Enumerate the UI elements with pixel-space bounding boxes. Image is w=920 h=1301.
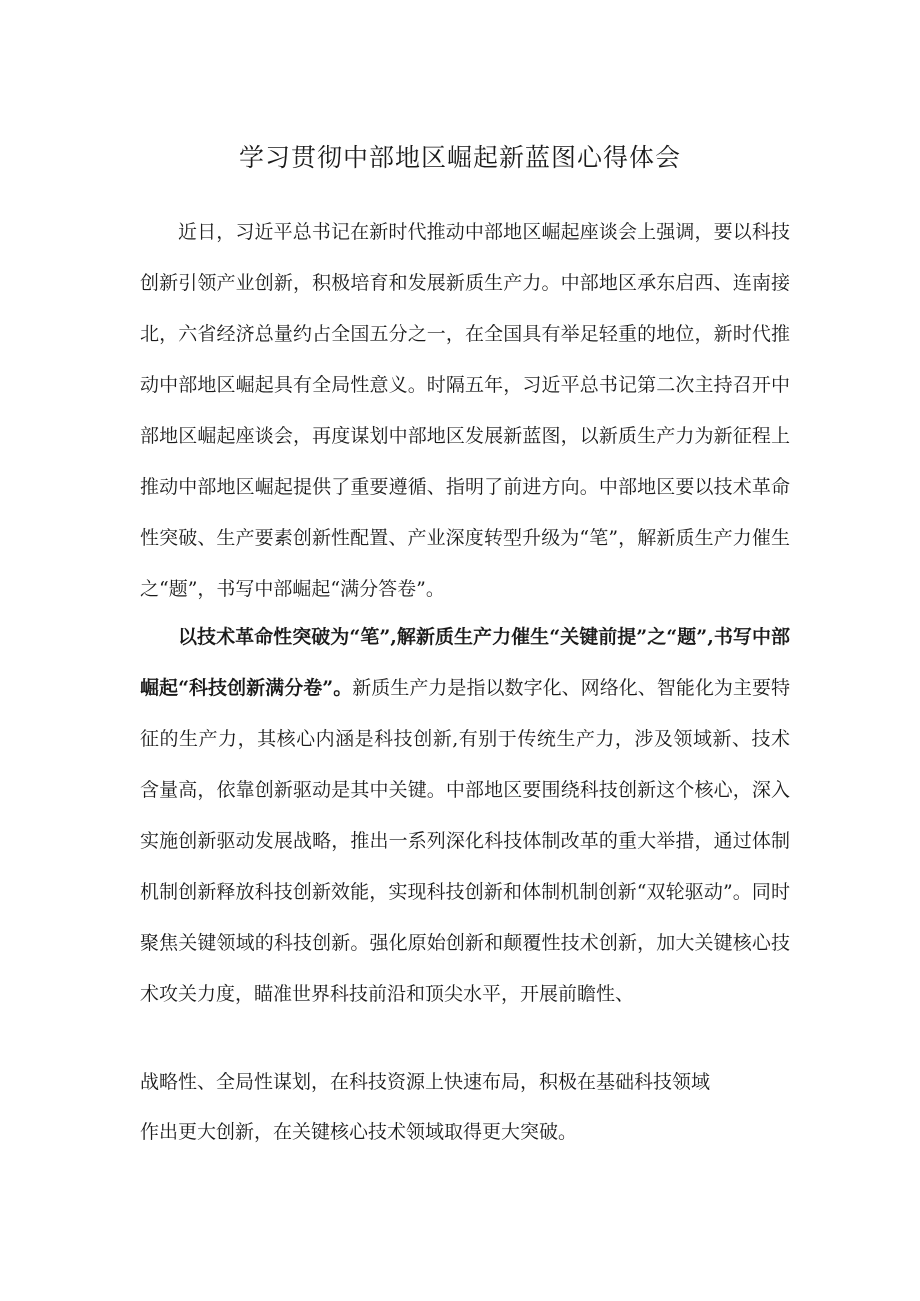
document-title: 学习贯彻中部地区崛起新蓝图心得体会 bbox=[238, 143, 681, 172]
paragraph-tech-innovation bbox=[140, 612, 790, 1020]
tail-line-1: 战略性、全局性谋划，在科技资源上快速布局，积极在基础科技领域 bbox=[140, 1071, 711, 1093]
paragraph-body: 新质生产力是指以数字化、网络化、智能化为主要特征的生产力，其核心内涵是科技创新,有别于传统生产力，涉及领域新、技术含量高，依靠创新驱动是其中关键。中部地区要围绕科技创新这个核心，深入实施创新驱动发展战略，推出一系列深化科技体制改革的重大举措，通过体制机制创新释放科技创新效能，实现科技创新和体制机制创新“双轮驱动”。同时聚焦关键领域的科技创新。强化原始创新和颠覆性技术创新，加大关键核心技术攻关力度，瞄准世界科技前沿和顶尖水平，开展前瞻性、 bbox=[140, 677, 790, 1005]
paragraph-heading: 以技术革命性突破为“笔”,解新质生产力催生“关键前提”之“题”,书写中部崛起“科技创新满分卷”。 bbox=[140, 626, 790, 699]
tail-line-2: 作出更大创新，在关键核心技术领域取得更大突破。 bbox=[140, 1121, 578, 1143]
paragraph-intro: 近日，习近平总书记在新时代推动中部地区崛起座谈会上强调，要以科技创新引领产业创新，积极培育和发展新质生产力。中部地区承东启西、连南接北，六省经济总量约占全国五分之一，在全国具有举足轻重的地位，新时代推动中部地区崛起具有全局性意义。时隔五年，习近平总书记第二次主持召开中部地区崛起座谈会，再度谋划中部地区发展新蓝图，以新质生产力为新征程上推动中部地区崛起提供了重要遵循、指明了前进方向。中部地区要以技术革命性突破、生产要素创新性配置、产业深度转型升级为“笔”，解新质生产力催生之“题”，书写中部崛起“满分答卷”。 bbox=[140, 221, 790, 600]
